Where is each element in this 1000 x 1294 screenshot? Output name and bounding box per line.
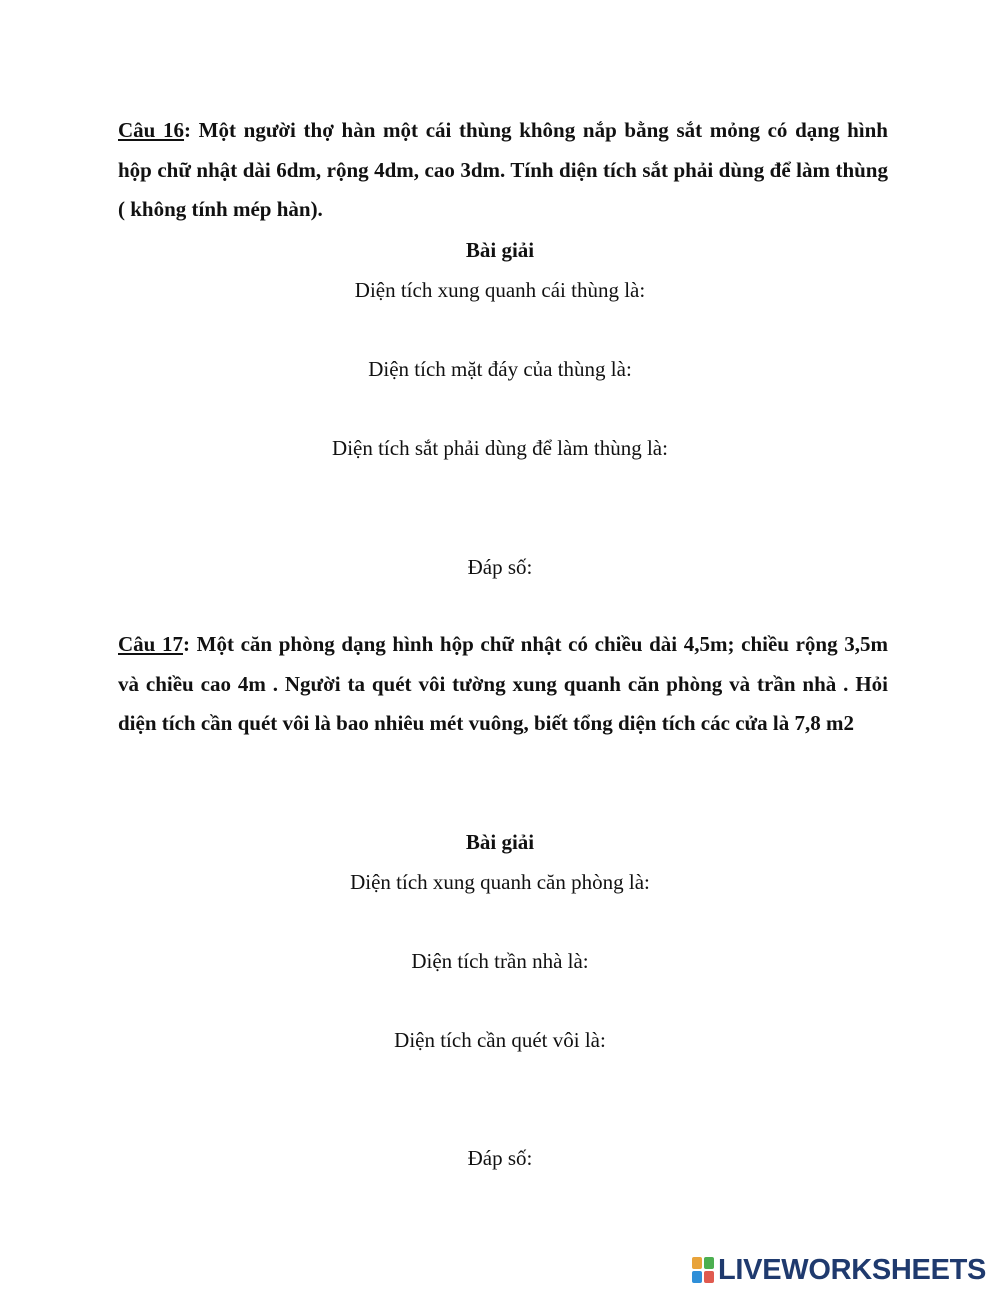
liveworksheets-logo-icon bbox=[692, 1257, 714, 1283]
q17-step-1: Diện tích xung quanh căn phòng là: bbox=[350, 870, 650, 894]
q16-step-1: Diện tích xung quanh cái thùng là: bbox=[354, 278, 646, 302]
question-16 bbox=[118, 111, 888, 230]
question-17-label: Câu 17 bbox=[118, 632, 183, 656]
q17-answer: Đáp số: bbox=[467, 1146, 533, 1170]
question-16-label: Câu 16 bbox=[118, 118, 185, 142]
liveworksheets-brand: LIVEWORKSHEETS bbox=[718, 1253, 987, 1286]
q16-step-3: Diện tích sắt phải dùng để làm thùng là: bbox=[332, 436, 668, 460]
q17-solution-title: Bài giải bbox=[465, 830, 535, 854]
logo-tile-icon bbox=[704, 1257, 714, 1269]
logo-tile-icon bbox=[692, 1271, 702, 1283]
q16-solution-title: Bài giải bbox=[465, 238, 535, 262]
q16-step-2: Diện tích mặt đáy của thùng là: bbox=[368, 357, 632, 381]
liveworksheets-logo bbox=[692, 1254, 986, 1286]
q17-step-3: Diện tích cần quét vôi là: bbox=[394, 1028, 606, 1052]
q16-answer: Đáp số: bbox=[467, 555, 533, 579]
question-17-text: : Một căn phòng dạng hình hộp chữ nhật có chiều dài 4,5m; chiều rộng 3,5m và chiều cao 4m . Người ta quét vôi tường xung quanh căn phòng và trần nhà . Hỏi diện tích cần quét vôi là bao nhiêu mét vuông, biết tổng diện tích các cửa là 7,8 m2 bbox=[118, 632, 888, 735]
logo-tile-icon bbox=[704, 1271, 714, 1283]
q17-step-2: Diện tích trần nhà là: bbox=[411, 949, 589, 973]
question-16-text: : Một người thợ hàn một cái thùng không nắp bằng sắt mỏng có dạng hình hộp chữ nhật dài 6dm, rộng 4dm, cao 3dm. Tính diện tích sắt phải dùng để làm thùng ( không tính mép hàn). bbox=[118, 118, 888, 221]
question-17 bbox=[118, 625, 888, 744]
logo-tile-icon bbox=[692, 1257, 702, 1269]
